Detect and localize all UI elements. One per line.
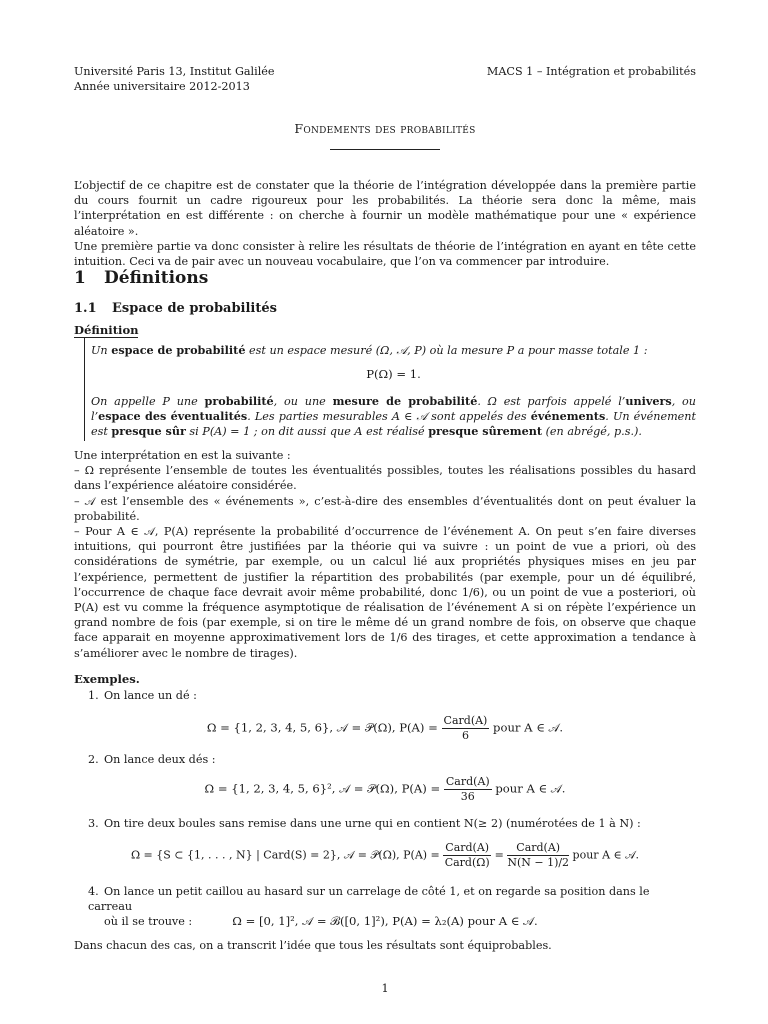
- header-course: MACS 1 – Intégration et probabilités: [486, 65, 696, 78]
- list-item: – Ω représente l’ensemble de toutes les éventualités possibles, toutes les réalisations possibles du hasard dans l’expérience aléatoire considérée.: [74, 464, 696, 493]
- example-3-equation: Ω = {S ⊂ {1, . . . , N} | Card(S) = 2}, 𝒜 = 𝒫(Ω), P(A) = $\frac{\text{Card(A)}}{\text{Card(Ω)}}$ = $\frac{\text{Card(A)}}{N(N - 1)/2}$ pour A ∈ 𝒜.: [130, 841, 640, 869]
- definition-equation: P(Ω) = 1.: [366, 367, 421, 381]
- intro-p2: Une première partie va donc consister à relire les résultats de théorie de l’intégration en ayant en tête cette intuition. Ceci va de pair avec un nouveau vocabulaire, que l’on va commencer par introduire.: [74, 239, 696, 269]
- section-title: Définitions: [104, 268, 209, 288]
- example-4-equation: Ω = [0, 1]², 𝒜 = ℬ([0, 1]²), P(A) = λ₂(A) pour A ∈ 𝒜.: [232, 914, 538, 928]
- interpretation-list: [74, 448, 696, 661]
- header-university: Université Paris 13, Institut Galilée: [74, 65, 275, 78]
- section-heading: [74, 268, 208, 288]
- examples-heading: Exemples.: [74, 672, 140, 686]
- interpretation-intro: Une interprétation en est la suivante :: [74, 449, 291, 462]
- title-underline: [330, 149, 440, 150]
- intro-paragraph: [74, 178, 696, 269]
- subsection-heading: [74, 301, 277, 316]
- definition-paragraph: On appelle P une probabilité, ou une mesure de probabilité. Ω est parfois appelé l’univers, ou l’espace des éventualités. Les parties mesurables A ∈ 𝒜 sont appelés des événements. Un événement est presque sûr si P(A) = 1 ; on dit aussi que A est réalisé presque sûrement (en abrégé, p.s.).: [91, 394, 697, 439]
- example-1-equation: Ω = {1, 2, 3, 4, 5, 6}, 𝒜 = 𝒫(Ω), P(A) = $\frac{\text{Card(A)}}{6}$ pour A ∈ 𝒜.: [206, 714, 564, 742]
- document-page: [74, 0, 696, 1024]
- page-number: 1: [381, 982, 389, 995]
- section-number: 1: [74, 268, 86, 288]
- header-year: Année universitaire 2012-2013: [74, 80, 250, 93]
- subsection-title: Espace de probabilités: [112, 301, 277, 316]
- intro-p1: L’objectif de ce chapitre est de constater que la théorie de l’intégration développée dans la première partie du cours fournit un cadre rigoureux pour les probabilités. La théorie sera donc la même, mais l’interprétation en est différente : on cherche à fournir un modèle mathématique pour une « expérience aléatoire ».: [74, 179, 696, 238]
- definition-heading: Définition: [74, 323, 139, 337]
- example-2-text: 2. On lance deux dés :: [88, 753, 216, 766]
- list-item: – Pour A ∈ 𝒜, P(A) représente la probabilité d’occurrence de l’événement A. On peut s’en faire diverses intuitions, qui pourront être justifiées par la théorie qui va suivre : un point de vue a priori, où des considérations de symétrie, par exemple, ou un calcul lié aux propriétés physiques mises en jeu par l’expérience, permettent de justifier la répartition des probabilités (par exemple, pour un dé équilibré, l’occurrence de chaque face devrait avoir même probabilité, donc 1/6), ou un point de vue a posteriori, où P(A) est vu comme la fréquence asymptotique de réalisation de l’événement A si on répète l’expérience un grand nombre de fois (par exemple, si on tire le même dé un grand nombre de fois, on observe que chaque face apparait en moyenne approximativement lors de 1/6 des tirages, et cette approximation a tendance à s’améliorer avec le nombre de tirages).: [74, 525, 696, 660]
- document-title: Fondements des probabilités: [294, 121, 476, 136]
- definition-line1: Un espace de probabilité est un espace mesuré (Ω, 𝒜, P) où la mesure P a pour masse totale 1 :: [91, 343, 648, 357]
- example-3-text: 3. On tire deux boules sans remise dans une urne qui en contient N(≥ 2) (numérotées de 1 à N) :: [88, 817, 641, 830]
- definition-sidebar: [84, 338, 85, 441]
- list-item: – 𝒜 est l’ensemble des « événements », c’est-à-dire des ensembles d’éventualités dont on peut évaluer la probabilité.: [74, 494, 696, 523]
- example-1-text: 1. On lance un dé :: [88, 689, 197, 702]
- examples-conclusion: Dans chacun des cas, on a transcrit l’idée que tous les résultats sont équiprobables.: [74, 939, 552, 952]
- example-4-text: 4. On lance un petit caillou au hasard sur un carrelage de côté 1, et on regarde sa position dans le carreau où il se trouve :: [88, 885, 650, 929]
- example-2-equation: Ω = {1, 2, 3, 4, 5, 6}², 𝒜 = 𝒫(Ω), P(A) = $\frac{\text{Card(A)}}{36}$ pour A ∈ 𝒜.: [204, 775, 566, 803]
- subsection-number: 1.1: [74, 301, 97, 316]
